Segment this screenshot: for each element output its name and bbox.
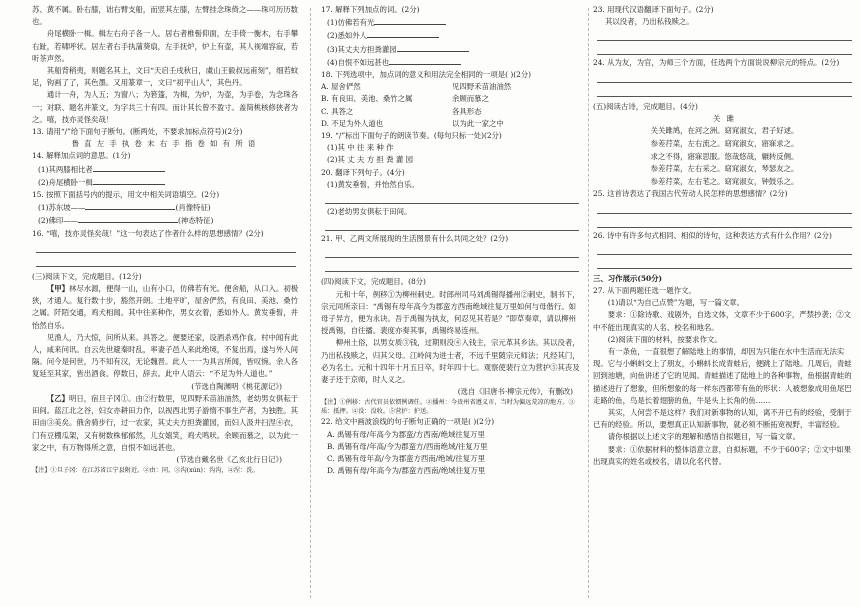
q14-item: (2)舟尾横卧一楫 (32, 176, 300, 189)
answer-line[interactable] (597, 257, 852, 269)
option-row[interactable]: C. 具答之 各具形态 (321, 106, 482, 116)
writing-requirement: 要求：①除诗歌、戏剧外，自选文体，文章不少于600字，严禁抄袭；②文中不能出现真实的人名、校名和地名。 (593, 310, 852, 332)
answer-line[interactable] (36, 241, 296, 253)
q19-item: (2)其 丈 夫 方 担 粪 灌 园 (327, 155, 414, 165)
answer-line[interactable] (597, 43, 852, 55)
answer-line[interactable] (325, 219, 579, 231)
q17-item: (2)悉如外人 (321, 29, 583, 42)
poem-title: 关 雎 (712, 113, 737, 123)
question-14: 14. 解释加点词的意思。(1分) (32, 151, 131, 161)
question-24: 24. 从为友，为官，为师三个方面，任选两个方面说说柳宗元的特点。(2分) (593, 58, 840, 68)
question-25: 25. 这首诗表达了我国古代劳动人民怎样的思想感情？(2分) (593, 189, 788, 199)
answer-line[interactable] (597, 29, 852, 41)
poem-line: 参差荇菜，左右芼之。窈窕淑女，钟鼓乐之。 (650, 176, 799, 186)
q19-item: (1)其 中 往 来 种 作 (327, 143, 394, 153)
question-15: 15. 按照下面括号内的提示，用文中相关词语填空。(2分) (32, 190, 220, 200)
answer-blank[interactable] (374, 16, 446, 25)
answer-blank[interactable] (85, 201, 175, 210)
writing-material: 有一条鱼，一直很想了解陆地上的事情，却因为只能在水中生活而无法实现。它与小蝌蚪交上了朋友，小蝌蚪长成青蛙后，便跳上了陆地。几周后，青蛙回到池塘，向鱼讲述了它的见闻。青蛙描述了陆地上的各种事物，鱼根据青蛙的描述进行了想象，但所想象的每一样东西都带有鱼的形状：人被想象成用鱼尾巴走路的鱼，鸟是长着翅膀的鱼，牛是头上长角的鱼…… (593, 347, 852, 405)
q13-sentence: 鲁直左手执卷末右手指卷如有所语 (71, 139, 261, 149)
question-18: 18. 下列选项中，加点词的意义和用法完全相同的一项是( )(2分) (321, 70, 532, 80)
q14-item: (1)其两膝相比者 (32, 163, 300, 176)
option-row[interactable]: A. 屋舍俨然 见四野禾苗油油然 (321, 82, 512, 92)
q20-item: (1)黄发垂髫，并怡然自乐。 (327, 179, 419, 189)
section-3-title: (三)阅读下文，完成题目。(12分) (32, 271, 142, 281)
writing-material: 其实，人何尝不是这样？我们对新事物的认知，离不开已有的经验，受制于已有的经验。所以，要想真正认知新事物，就必须不断拓宽视野，丰富经验。 (593, 408, 852, 430)
answer-blank[interactable] (397, 43, 469, 52)
writing-requirement: 要求：①依据材料的整体语意立意，自拟标题，不少于600字；②文中如果出现真实的姓名或校名，请以化名代替。 (593, 444, 852, 466)
option-row[interactable]: B. 有良田、美池、桑竹之属 余顾而慕之 (321, 94, 489, 104)
question-27: 27. 从下面两题任选一题作文。 (593, 285, 696, 295)
answer-line[interactable] (597, 85, 852, 97)
section-4-title: (四)阅读下文，完成题目。(8分) (321, 277, 426, 287)
question-26: 26. 诗中有许多句式相同、相似的诗句，这种表达方式有什么作用？(2分) (593, 230, 832, 240)
question-21: 21. 甲、乙两文所展现的生活图景有什么共同之处？(2分) (321, 234, 509, 244)
q17-item: (4)自恨不如远甚也 (321, 56, 583, 69)
option-row[interactable]: D. 不足为外人道也 以为此一家之中 (321, 118, 504, 128)
answer-line[interactable] (36, 255, 296, 267)
source-note: (选自《旧唐书·柳宗元传》，有删改) (457, 387, 573, 397)
source-jia: (节选自陶渊明《桃花源记》) (191, 381, 282, 391)
question-16: 16. “嘻，技亦灵怪矣哉！”这一句表达了作者什么样的思想感情？(2分) (32, 228, 264, 238)
passage-para: 元和十年，例移①为柳州刺史。时郎州司马刘禹锡得播州②刺史，制书下，宗元同所亲曰：“禹锡有母年高今为郡蛮方西南绝域往复万里如何与母偕行。如母子异方，便为永诀。吾于禹锡为执友，何忍见其若是？”即草奏章，请以柳州授禹锡，自往播。裴度亦奏其事，禹锡终易连州。 (321, 289, 580, 336)
question-17: 17. 解释下列加点的词。(2分) (321, 5, 420, 14)
column-divider (588, 8, 589, 598)
answer-line[interactable] (325, 260, 579, 272)
answer-line[interactable] (597, 202, 852, 214)
option-b[interactable]: B. 禹锡有母/年高/今为郡蛮方/西南绝域/往复万里 (327, 441, 488, 451)
footnote: 【注】①例移：古代官员依惯例调任。②播州：今贵州省遵义市，当时为偏远荒凉的地方。③质：抵押。④没：没收。⑤营护：护送。 (321, 399, 575, 416)
source-yi: (节选自戴名世《乙亥北行日记》) (176, 454, 282, 464)
poem-line: 参差荇菜，左右流之。窈窕淑女，寤寐求之。 (650, 139, 799, 148)
passage-jia: 【甲】林尽水源，便得一山，山有小口，仿佛若有光。便舍船，从口入。初极狭，才通人。复行数十步，豁然开朗。土地平旷，屋舍俨然，有良田、美池、桑竹之属。阡陌交通，鸡犬相闻。其中往来种作，男女衣着，悉如外人。黄发垂髫，并怡然自乐。 (32, 284, 299, 330)
passage-top: 苏、黄不属。卧右膝，诎右臂支船，而竖其左膝，左臂挂念珠倚之——珠可历历数也。 (32, 5, 299, 27)
writing-instruction: 请你根据以上述文字的理解和感悟自拟题目，写一篇文章。 (607, 432, 800, 442)
column-middle (321, 4, 583, 604)
passage-para: 柳州土俗，以男女质③钱，过期则没④入钱主，宗元革其乡法。其以没者，乃出私钱赎之，归其父母。江岭间为进士者，不远千里随宗元师法；凡经其门，必为名士。元和十四年十月五日卒，时年四十七。观察使裴行立为营护⑤其丧及妻子还于京师，时人义之。 (321, 338, 580, 385)
option-c[interactable]: C. 禹锡有母年高/今为郡蛮方西南/绝域/往复万里 (327, 454, 485, 464)
writing-option-1: (1)请以“为自己点赞”为题，写一篇文章。 (607, 298, 745, 308)
answer-line[interactable] (597, 243, 852, 255)
poem-line: 参差荇菜，左右采之。窈窕淑女，琴瑟友之。 (650, 164, 799, 174)
answer-blank[interactable] (389, 56, 461, 65)
option-d[interactable]: D. 禹锡有母/年高今为/郡蛮方西南/绝域往复万里 (327, 466, 486, 476)
poem-line: 求之不得，寤寐思服。悠哉悠哉，辗转反侧。 (650, 151, 799, 161)
q23-sentence: 其以没者，乃出私钱赎之。 (605, 17, 694, 27)
q15-item: (1)苏东坡—— (肖像特征) (38, 203, 211, 213)
passage-jia: 见渔人，乃大惊，问所从来。具答之。便要还家，设酒杀鸡作食。村中闻有此人，咸来问讯。自云先世避秦时乱，率妻子邑人来此绝境，不复出焉，遂与外人间隔。问今是何世，乃不知有汉，无论魏晋。此人一一为具言所闻，皆叹惋。余人各复延至其家，皆出酒食。停数日，辞去。此中人语云：“不足为外人道也。” (32, 332, 299, 379)
passage-para: 其船背稍夷，则题名其上，文曰“天启壬戌秋日，虞山王毅叔远甫刻”，细若蚊足，钩画了了，其色墨。又用篆章一，文曰“初平山人”，其色丹。 (32, 66, 299, 88)
writing-section-title: 三、习作展示(50分) (593, 273, 663, 283)
q17-item: (1)仿佛若有光 (321, 16, 583, 29)
column-left (32, 4, 300, 604)
q17-item: (3)其丈夫方担粪灌园 (321, 43, 583, 56)
writing-option-2: (2)阅读下面的材料，按要求作文。 (607, 334, 722, 344)
question-13: 13. 请用“/”给下面句子断句。(断两处，不要求加标点符号)(2分) (32, 127, 243, 137)
answer-blank[interactable] (93, 176, 165, 185)
answer-line[interactable] (597, 216, 852, 228)
answer-line[interactable] (325, 246, 579, 258)
passage-yi: 【乙】明日，宿旦子冈①。由②行数里，见四野禾苗油油然，老幼男女俱耘于田间。蓝江北之谷，妇女亦耕田力作，以视西北男子游惰不事生产者，为独胜。其田亩③美矣。俄舍骑步行，过一农家，其丈夫方担粪灌园，而妇人汲井扫涅④衣，门有豆棚瓜架，又有树数株郁郁然，儿女嬉笑，鸡犬鸣吠。余顾而慕之，以为此一家之中，有万物得所之意，自恨不如远甚也。 (32, 393, 299, 452)
passage-para: 舟尾横卧一楫。楫左右舟子各一人。居右者椎髻仰面，左手倚一衡木，右手攀右趾，若啸呼状。居左者右手执蒲葵扇，左手抚炉，炉上有壶，其人视端容寂，若听茶声然。 (32, 29, 299, 63)
section-5-title: (五)阅读古诗，完成题目。(4分) (593, 101, 698, 111)
q20-item: (2)老幼男女俱耘于田间。 (327, 207, 412, 217)
footnote: 【注】①旦子冈：在江苏省江宁县附近。②由：同，③沟(xún)：沟沟，④涅：洗。 (32, 467, 259, 475)
question-19: 19. “/”标出下面句子的朗读节奏。(每句只标一处)(2分) (321, 131, 502, 141)
answer-line[interactable] (325, 192, 579, 204)
question-23: 23. 用现代汉语翻译下面句子。(2分) (593, 5, 714, 14)
passage-para: 通计一舟，为人五；为窗八；为箬篷，为楫，为炉，为壶，为手卷，为念珠各一；对联、题名并篆文，为字共三十有四。而计其长曾不盈寸。盖简桃核修狭者为之。嘻，技亦灵怪矣哉！ (32, 90, 299, 124)
question-22: 22. 给文中画波浪线的句子断句正确的一项是( )(2分) (321, 417, 495, 427)
answer-blank[interactable] (367, 29, 439, 38)
q15-item: (2)佛印—— (神态特征) (38, 216, 214, 226)
answer-line[interactable] (597, 71, 852, 83)
option-a[interactable]: A. 禹锡有母/年高今为郡蛮/方西南/绝域往复万里 (327, 429, 485, 439)
column-divider (310, 8, 311, 598)
column-right (593, 4, 856, 604)
answer-blank[interactable] (93, 163, 165, 172)
poem-line: 关关雎鸠，在河之洲。窈窕淑女，君子好逑。 (650, 126, 799, 136)
answer-blank[interactable] (78, 214, 178, 223)
question-20: 20. 翻译下列句子。(4分) (321, 167, 405, 177)
